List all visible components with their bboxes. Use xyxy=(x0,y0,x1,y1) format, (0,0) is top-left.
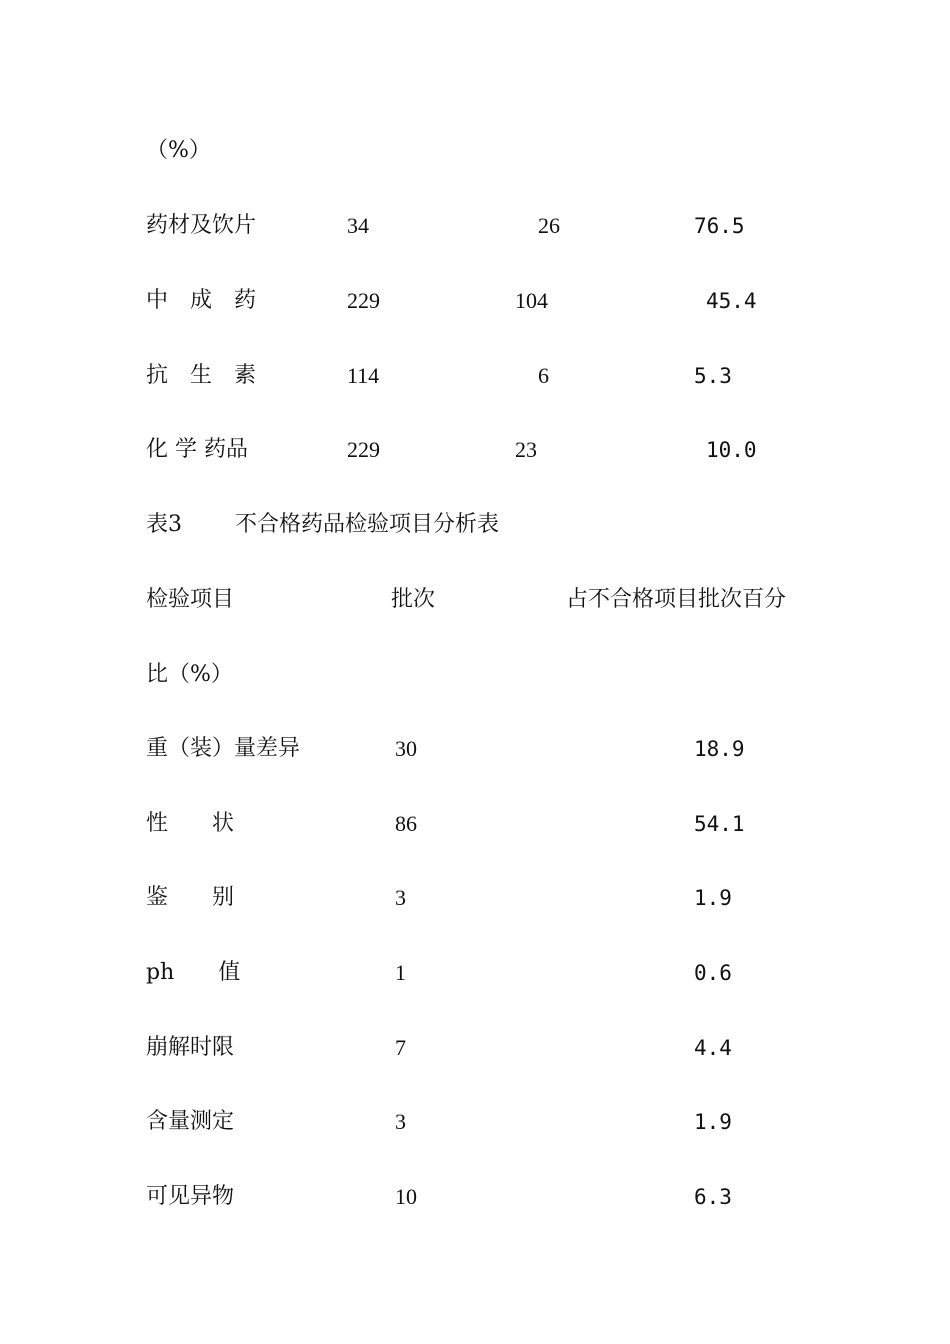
item-cell: ph 值 xyxy=(146,960,241,985)
tested-cell: 34 xyxy=(347,213,369,238)
table2-header-continuation xyxy=(0,136,950,166)
rate-cell: 76.5 xyxy=(694,214,745,238)
table3-row xyxy=(0,1182,950,1212)
item-cell: 鉴 别 xyxy=(146,885,235,910)
percent-cell: 54.1 xyxy=(694,812,745,836)
failed-cell: 6 xyxy=(538,363,549,388)
batches-cell: 3 xyxy=(395,885,406,910)
header-continuation-text: （%） xyxy=(146,138,211,163)
tested-cell: 229 xyxy=(347,437,380,462)
caption-title: 不合格药品检验项目分析表 xyxy=(235,512,500,537)
category-cell: 抗 生 素 xyxy=(146,363,257,388)
table3-row xyxy=(0,883,950,913)
header-batches: 批次 xyxy=(391,587,436,612)
failed-cell: 104 xyxy=(515,288,548,313)
item-cell: 重（装）量差异 xyxy=(146,736,301,761)
table3-header-continuation xyxy=(0,660,950,690)
percent-cell: 18.9 xyxy=(694,737,745,761)
tested-cell: 229 xyxy=(347,288,380,313)
table2-row xyxy=(0,435,950,465)
table3-row xyxy=(0,958,950,988)
table3-row xyxy=(0,809,950,839)
table3-row xyxy=(0,734,950,764)
batches-cell: 10 xyxy=(395,1184,417,1209)
percent-cell: 1.9 xyxy=(694,886,732,910)
table3-row xyxy=(0,1107,950,1137)
category-cell: 化 学 药品 xyxy=(146,437,248,462)
percent-cell: 6.3 xyxy=(694,1185,732,1209)
header-percent-continuation: 比（%） xyxy=(146,662,233,687)
header-percent: 占不合格项目批次百分 xyxy=(566,587,787,612)
header-item: 检验项目 xyxy=(146,587,235,612)
batches-cell: 3 xyxy=(395,1109,406,1134)
failed-cell: 26 xyxy=(538,213,560,238)
caption-number: 表3 xyxy=(146,512,182,537)
table3-caption xyxy=(0,510,950,540)
rate-cell: 10.0 xyxy=(706,438,757,462)
rate-cell: 5.3 xyxy=(694,364,732,388)
batches-cell: 86 xyxy=(395,811,417,836)
percent-cell: 1.9 xyxy=(694,1110,732,1134)
item-cell: 性 状 xyxy=(146,811,235,836)
percent-cell: 0.6 xyxy=(694,961,732,985)
item-cell: 含量测定 xyxy=(146,1109,235,1134)
table2-row xyxy=(0,286,950,316)
rate-cell: 45.4 xyxy=(706,289,757,313)
table3-row xyxy=(0,1033,950,1063)
batches-cell: 7 xyxy=(395,1035,406,1060)
batches-cell: 1 xyxy=(395,960,406,985)
category-cell: 中 成 药 xyxy=(146,288,257,313)
table2-row xyxy=(0,211,950,241)
tested-cell: 114 xyxy=(347,363,380,388)
batches-cell: 30 xyxy=(395,736,417,761)
table2-row xyxy=(0,361,950,391)
item-cell: 崩解时限 xyxy=(146,1035,235,1060)
failed-cell: 23 xyxy=(515,437,537,462)
percent-cell: 4.4 xyxy=(694,1036,732,1060)
item-cell: 可见异物 xyxy=(146,1184,235,1209)
category-cell: 药材及饮片 xyxy=(146,213,257,238)
table3-header xyxy=(0,585,950,615)
